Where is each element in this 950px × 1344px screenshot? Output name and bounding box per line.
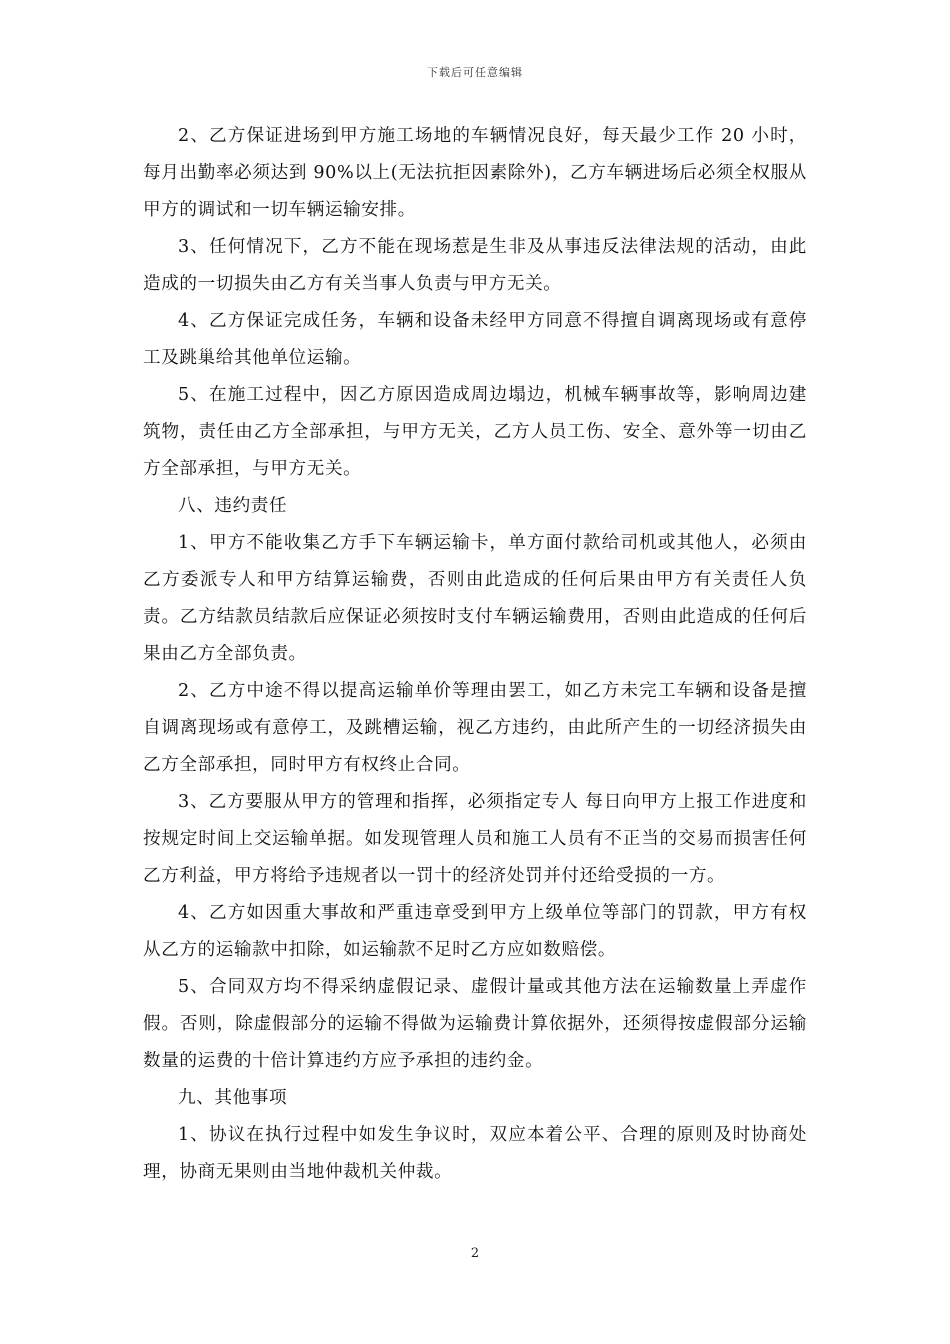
page-number: 2: [470, 1246, 480, 1261]
clause-7-4: 4、乙方保证完成任务，车辆和设备未经甲方同意不得擅自调离现场或有意停工及跳巢给其他单位运输。: [143, 311, 807, 368]
clause-8-2: 2、乙方中途不得以提高运输单价等理由罢工，如乙方未完工车辆和设备是擅自调离现场或有意停工，及跳槽运输，视乙方违约，由此所产生的一切经济损失由乙方全部承担，同时甲方有权终止合同。: [143, 681, 807, 775]
section-heading-breach: 八、违约责任: [178, 496, 288, 516]
clause-7-5: 5、在施工过程中，因乙方原因造成周边塌边，机械车辆事故等，影响周边建筑物，责任由乙方全部承担，与甲方无关，乙方人员工伤、安全、意外等一切由乙方全部承担，与甲方无关。: [143, 385, 807, 479]
page-header: 下载后可任意编辑: [427, 66, 523, 79]
clause-7-3: 3、任何情况下，乙方不能在现场惹是生非及从事违反法律法规的活动，由此造成的一切损失由乙方有关当事人负责与甲方无关。: [143, 237, 807, 294]
clause-7-2: 2、乙方保证进场到甲方施工场地的车辆情况良好，每天最少工作 20 小时，每月出勤率必须达到 90%以上(无法抗拒因素除外)，乙方车辆进场后必须全权服从甲方的调试和一切车辆运输安排。: [143, 126, 807, 220]
section-heading-other: 九、其他事项: [178, 1088, 288, 1108]
clause-8-5: 5、合同双方均不得采纳虚假记录、虚假计量或其他方法在运输数量上弄虚作假。否则，除虚假部分的运输不得做为运输费计算依据外，还须得按虚假部分运输数量的运费的十倍计算违约方应予承担的违约金。: [143, 977, 807, 1071]
clause-8-3: 3、乙方要服从甲方的管理和指挥，必须指定专人 每日向甲方上报工作进度和按规定时间上交运输单据。如发现管理人员和施工人员有不正当的交易而损害任何乙方利益，甲方将给予违规者以一罚十的经济处罚并付还给受损的一方。: [143, 792, 807, 886]
document-body: [143, 118, 807, 1191]
clause-8-1: 1、甲方不能收集乙方手下车辆运输卡，单方面付款给司机或其他人，必须由乙方委派专人和甲方结算运输费，否则由此造成的任何后果由甲方有关责任人负责。乙方结款员结款后应保证必须按时支付车辆运输费用，否则由此造成的任何后果由乙方全部负责。: [143, 533, 807, 664]
clause-9-1: 1、协议在执行过程中如发生争议时，双应本着公平、合理的原则及时协商处理，协商无果则由当地仲裁机关仲裁。: [143, 1125, 807, 1182]
clause-8-4: 4、乙方如因重大事故和严重违章受到甲方上级单位等部门的罚款，甲方有权从乙方的运输款中扣除，如运输款不足时乙方应如数赔偿。: [143, 903, 807, 960]
